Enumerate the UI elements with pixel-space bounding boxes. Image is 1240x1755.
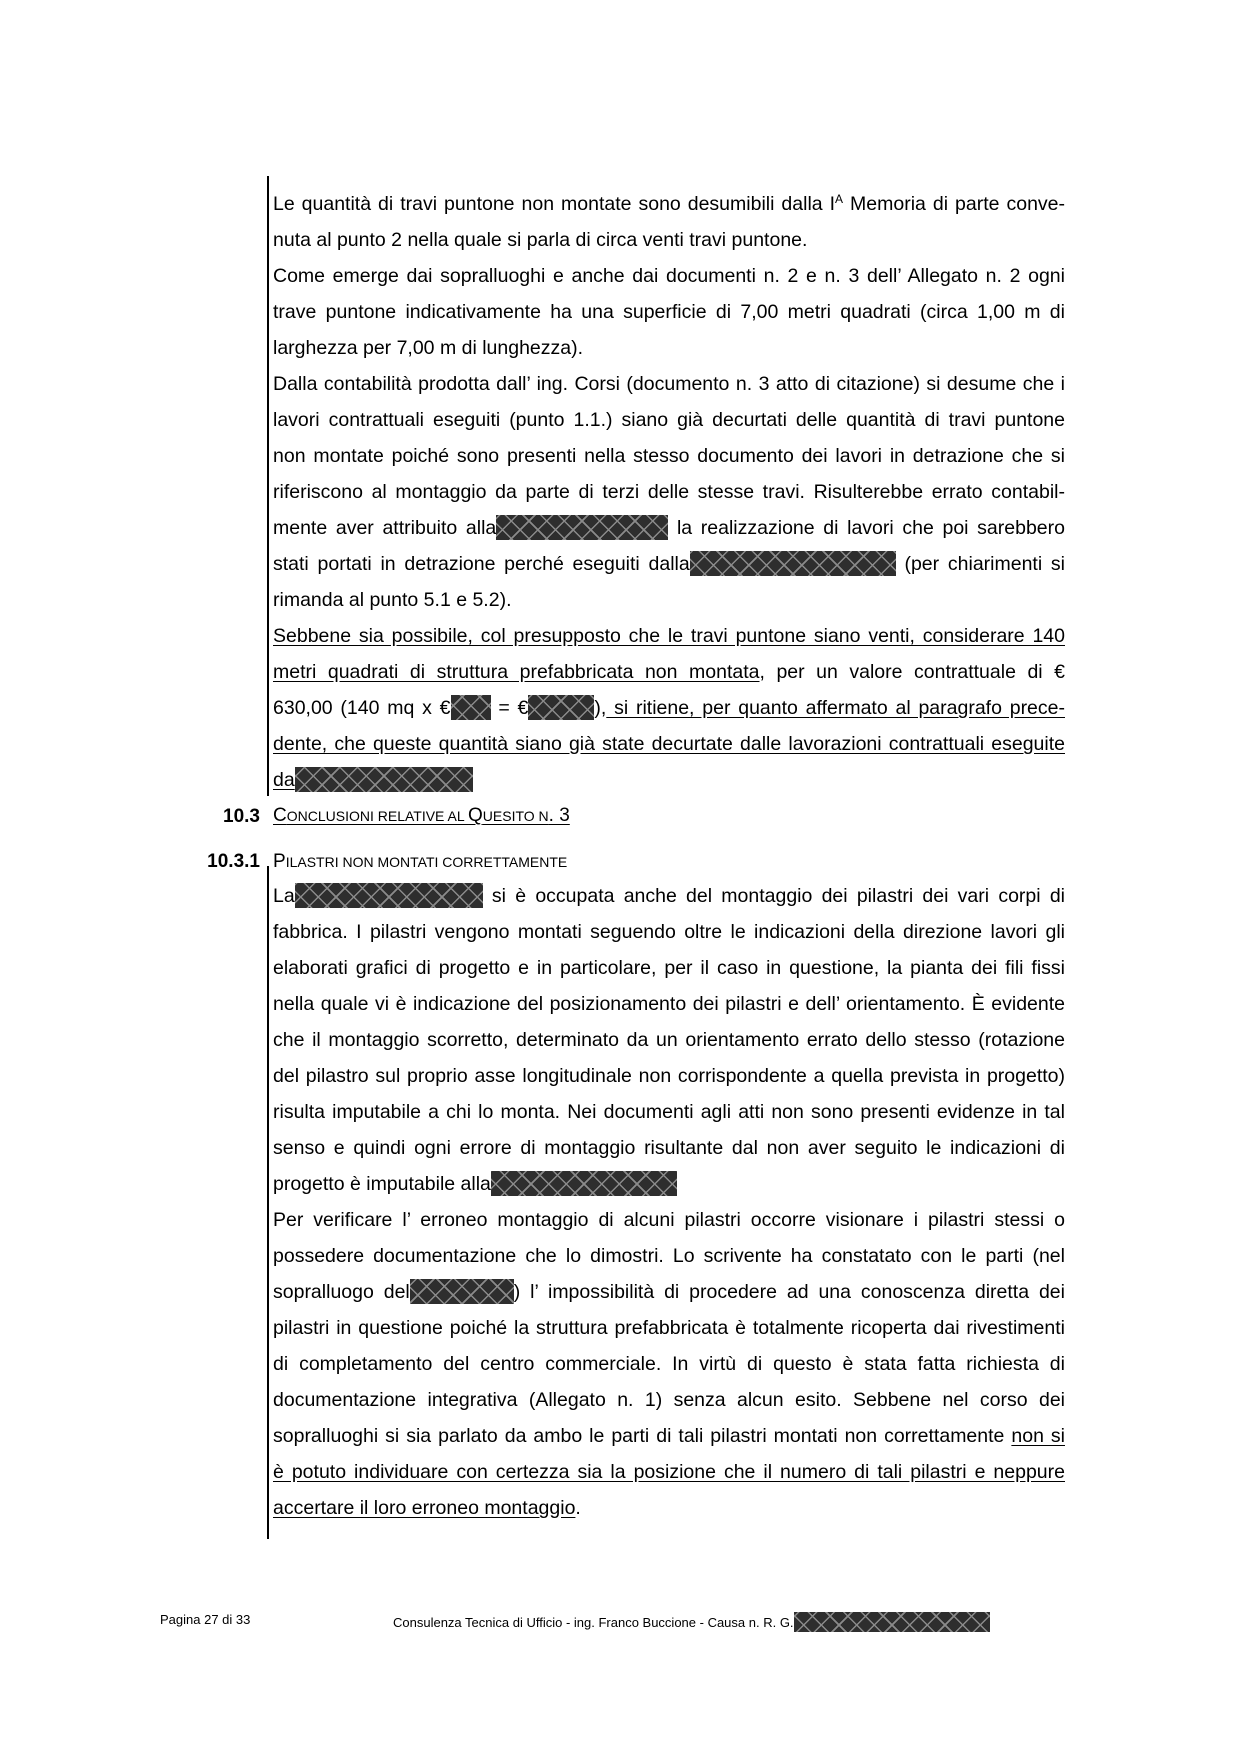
- paragraph-line: pilastri in questione poiché la struttura prefabbricata è totalmente ricoperta dai rivestimenti: [273, 1317, 1065, 1339]
- paragraph-line: metri quadrati di struttura prefabbricata non montata, per un valore contrattuale di €: [273, 661, 1065, 683]
- paragraph-line: nuta al punto 2 nella quale si parla di circa venti travi puntone.: [273, 229, 808, 251]
- paragraph-line: rimanda al punto 5.1 e 5.2).: [273, 589, 512, 611]
- redaction-box: [496, 515, 668, 540]
- left-margin-rule: [267, 866, 269, 1539]
- paragraph-line: non montate poiché sono presenti nella stesso documento dei lavori in detrazione che si: [273, 445, 1065, 467]
- paragraph-line: trave puntone indicativamente ha una superficie di 7,00 metri quadrati (circa 1,00 m di: [273, 301, 1065, 323]
- paragraph-line: del pilastro sul proprio asse longitudinale non corrispondente a quella prevista in progetto): [273, 1065, 1065, 1087]
- paragraph-line: progetto è imputabile alla: [273, 1166, 1065, 1202]
- paragraph-line: mente aver attribuito alla la realizzazione di lavori che poi sarebbero: [273, 517, 1065, 539]
- paragraph-line: La si è occupata anche del montaggio dei pilastri dei vari corpi di: [273, 885, 1065, 907]
- paragraph-line: riferiscono al montaggio da parte di terzi delle stesse travi. Risulterebbe errato contabil-: [273, 481, 1065, 503]
- paragraph-line: che il montaggio scorretto, determinato da un orientamento errato dello stesso (rotazione: [273, 1029, 1065, 1051]
- redaction-box: [528, 695, 594, 720]
- redaction-box: [491, 1171, 677, 1196]
- paragraph-line: Dalla contabilità prodotta dall’ ing. Corsi (documento n. 3 atto di citazione) si desume che i: [273, 373, 1065, 395]
- paragraph-line: Sebbene sia possibile, col presupposto che le travi puntone siano venti, considerare 140: [273, 625, 1065, 647]
- paragraph-line: documentazione integrativa (Allegato n. 1) senza alcun esito. Sebbene nel corso dei: [273, 1389, 1065, 1411]
- paragraph-line: stati portati in detrazione perché eseguiti dalla (per chiarimenti si: [273, 553, 1065, 575]
- section-title: PILASTRI NON MONTATI CORRETTAMENTE: [273, 851, 568, 872]
- paragraph-line: fabbrica. I pilastri vengono montati seguendo oltre le indicazioni della direzione lavori gli: [273, 921, 1065, 943]
- redaction-box: [295, 767, 473, 792]
- paragraph-line: sopralluoghi si sia parlato da ambo le parti di tali pilastri montati non correttamente non si: [273, 1425, 1065, 1447]
- left-margin-rule: [267, 176, 269, 796]
- section-title: CONCLUSIONI RELATIVE AL QUESITO N. 3: [273, 805, 570, 826]
- paragraph-line: senso e quindi ogni errore di montaggio risultante dal non aver seguito le indicazioni di: [273, 1137, 1065, 1159]
- paragraph-line: Per verificare l’ erroneo montaggio di alcuni pilastri occorre visionare i pilastri stessi o: [273, 1209, 1065, 1231]
- redaction-box: [451, 695, 491, 720]
- paragraph-line: Come emerge dai sopralluoghi e anche dai documenti n. 2 e n. 3 dell’ Allegato n. 2 ogni: [273, 265, 1065, 287]
- redaction-box: [690, 551, 896, 576]
- paragraph-line: lavori contrattuali eseguiti (punto 1.1.) siano già decurtati delle quantità di travi puntone: [273, 409, 1065, 431]
- paragraph-line: accertare il loro erroneo montaggio.: [273, 1497, 581, 1519]
- paragraph-line: larghezza per 7,00 m di lunghezza).: [273, 337, 584, 359]
- paragraph-line: 630,00 (140 mq x € = € ), si ritiene, per quanto affermato al paragrafo prece-: [273, 697, 1065, 719]
- footer-case-reference: Consulenza Tecnica di Ufficio - ing. Franco Buccione - Causa n. R. G.: [393, 1612, 990, 1632]
- paragraph-line: possedere documentazione che lo dimostri. Lo scrivente ha constatato con le parti (nel: [273, 1245, 1065, 1267]
- redaction-box: [295, 883, 483, 908]
- paragraph-line: risulta imputabile a chi lo monta. Nei documenti agli atti non sono presenti evidenze in tal: [273, 1101, 1065, 1123]
- section-number: 10.3.1: [207, 851, 260, 872]
- paragraph-line: nella quale vi è indicazione del posizionamento dei pilastri e dell’ orientamento. È evidente: [273, 993, 1065, 1015]
- paragraph-line: dente, che queste quantità siano già state decurtate dalle lavorazioni contrattuali eseguite: [273, 733, 1065, 755]
- redaction-box: [794, 1612, 990, 1632]
- paragraph-line: da: [273, 762, 1065, 798]
- redaction-box: [410, 1279, 514, 1304]
- paragraph-line: elaborati grafici di progetto e in particolare, per il caso in questione, la pianta dei fili fissi: [273, 957, 1065, 979]
- footer-page-number: Pagina 27 di 33: [160, 1612, 251, 1627]
- text-block-lower: [273, 878, 1065, 1526]
- paragraph-line: di completamento del centro commerciale. In virtù di questo è stata fatta richiesta di: [273, 1353, 1065, 1375]
- paragraph-line: Le quantità di travi puntone non montate sono desumibili dalla $I^A$ Memoria di parte conve-: [273, 192, 1065, 215]
- text-block-upper: [273, 186, 1065, 798]
- section-number: 10.3: [223, 806, 260, 827]
- paragraph-line: sopralluogo del ) l’ impossibilità di procedere ad una conoscenza diretta dei: [273, 1281, 1065, 1303]
- paragraph-line: è potuto individuare con certezza sia la posizione che il numero di tali pilastri e neppure: [273, 1461, 1065, 1483]
